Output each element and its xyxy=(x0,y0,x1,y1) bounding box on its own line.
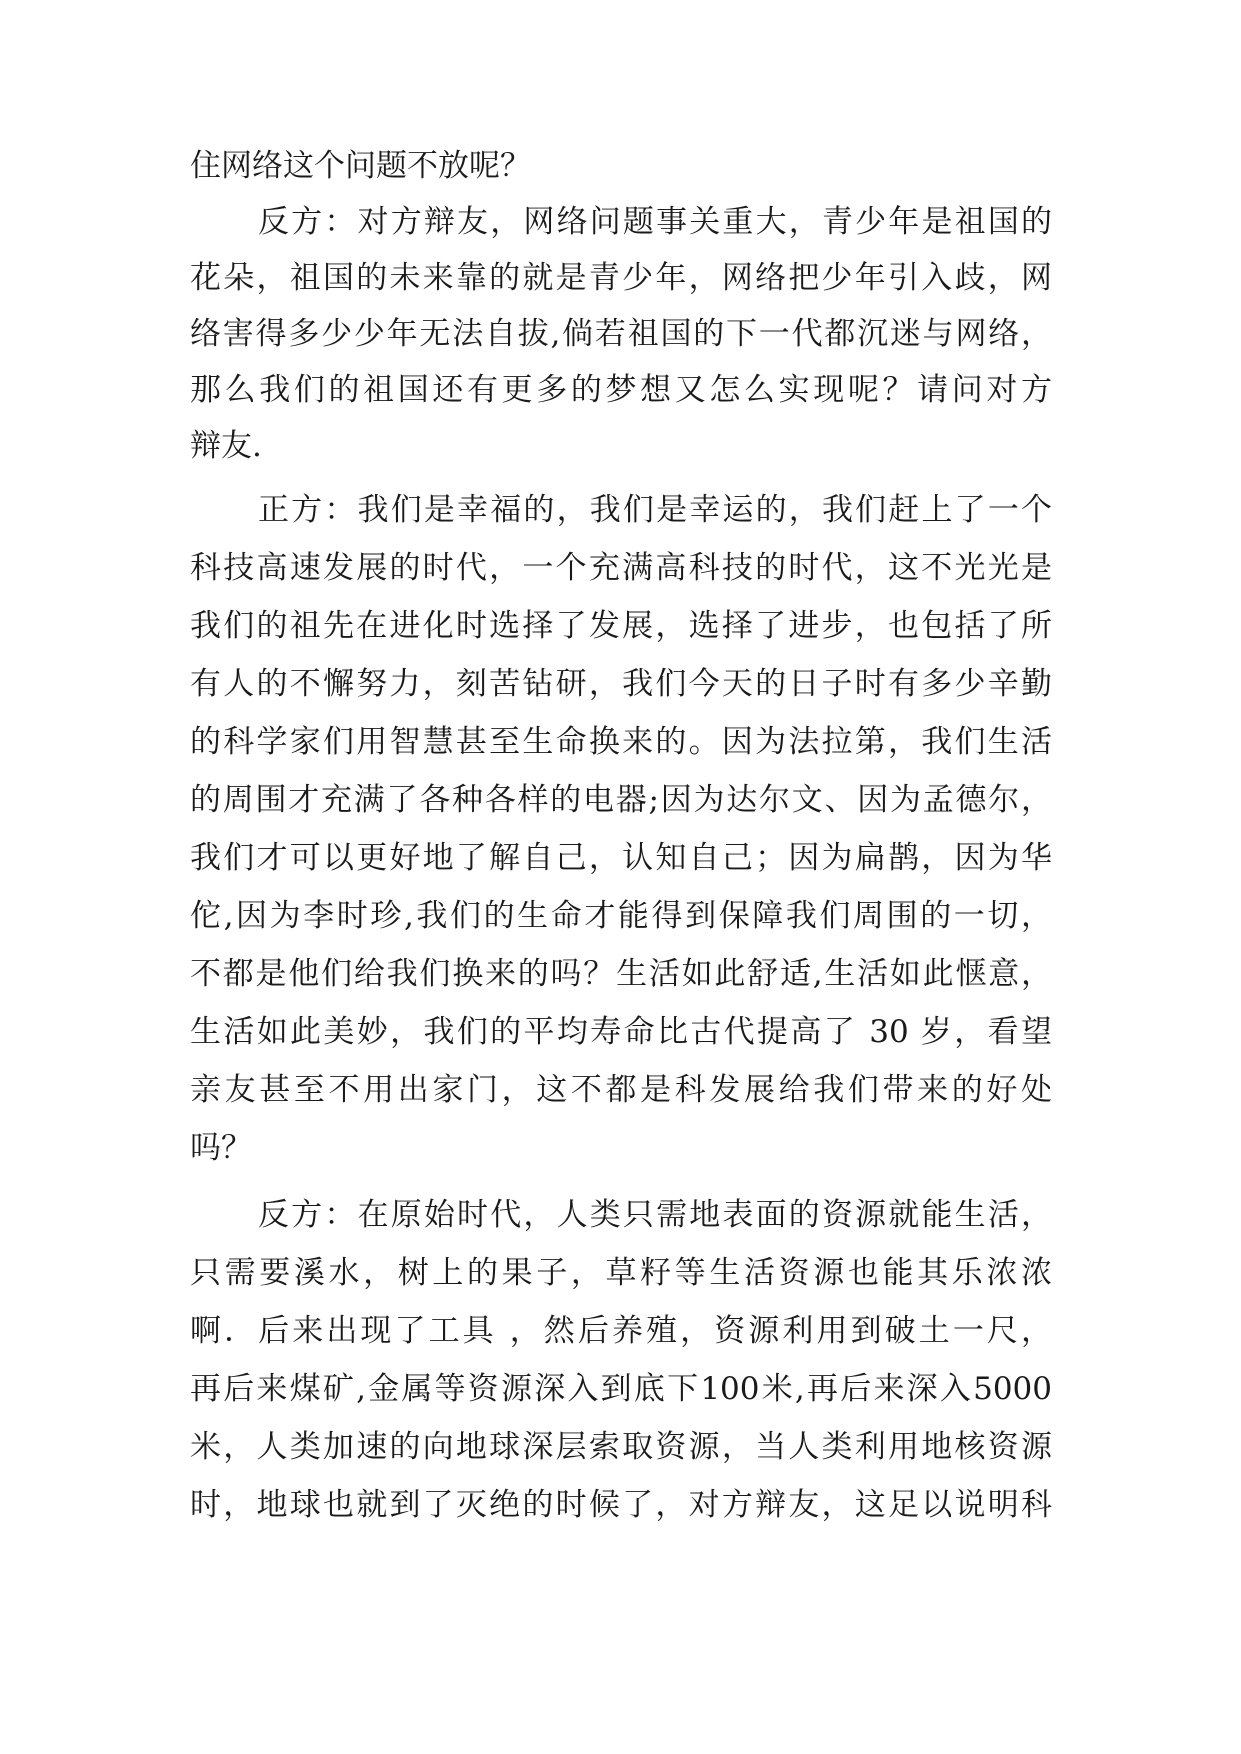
text-line: 花朵，祖国的未来靠的就是青少年，网络把少年引入歧，网 xyxy=(190,260,1052,296)
text-line: 住网络这个问题不放呢？ xyxy=(190,148,531,184)
text-line: 再后来煤矿,金属等资源深入到底下100米,再后来深入5000 xyxy=(190,1371,1052,1407)
text-line: 络害得多少少年无法自拔,倘若祖国的下一代都沉迷与网络， xyxy=(190,316,1052,352)
text-line: 的周围才充满了各种各样的电器;因为达尔文、因为孟德尔， xyxy=(190,782,1052,818)
text-line: 我们的祖先在进化时选择了发展，选择了进步，也包括了所 xyxy=(190,608,1052,644)
text-line: 我们才可以更好地了解自己，认知自己；因为扁鹊，因为华 xyxy=(190,840,1052,876)
text-line: 生活如此美妙，我们的平均寿命比古代提高了 30 岁，看望 xyxy=(190,1014,1052,1050)
text-line: 那么我们的祖国还有更多的梦想又怎么实现呢？请问对方 xyxy=(190,372,1052,408)
text-line: 不都是他们给我们换来的吗？生活如此舒适,生活如此惬意， xyxy=(190,956,1052,992)
text-line: 反方：对方辩友，网络问题事关重大，青少年是祖国的 xyxy=(258,204,1052,240)
text-line: 的科学家们用智慧甚至生命换来的。因为法拉第，我们生活 xyxy=(190,724,1052,760)
text-line: 吗？ xyxy=(190,1130,252,1166)
text-line: 反方：在原始时代，人类只需地表面的资源就能生活， xyxy=(258,1197,1052,1233)
text-line: 辩友. xyxy=(190,428,262,464)
text-line: 正方：我们是幸福的，我们是幸运的，我们赶上了一个 xyxy=(258,492,1052,528)
text-line: 只需要溪水，树上的果子，草籽等生活资源也能其乐浓浓 xyxy=(190,1255,1052,1291)
text-line: 啊．后来出现了工具 ，然后养殖，资源利用到破土一尺， xyxy=(190,1313,1052,1349)
text-line: 米，人类加速的向地球深层索取资源，当人类利用地核资源 xyxy=(190,1429,1052,1465)
text-line: 亲友甚至不用出家门，这不都是科发展给我们带来的好处 xyxy=(190,1072,1052,1108)
text-line: 佗,因为李时珍,我们的生命才能得到保障我们周围的一切， xyxy=(190,898,1052,934)
text-line: 有人的不懈努力，刻苦钻研，我们今天的日子时有多少辛勤 xyxy=(190,666,1052,702)
text-line: 科技高速发展的时代，一个充满高科技的时代，这不光光是 xyxy=(190,550,1052,586)
text-line: 时，地球也就到了灭绝的时候了，对方辩友，这足以说明科 xyxy=(190,1487,1052,1523)
